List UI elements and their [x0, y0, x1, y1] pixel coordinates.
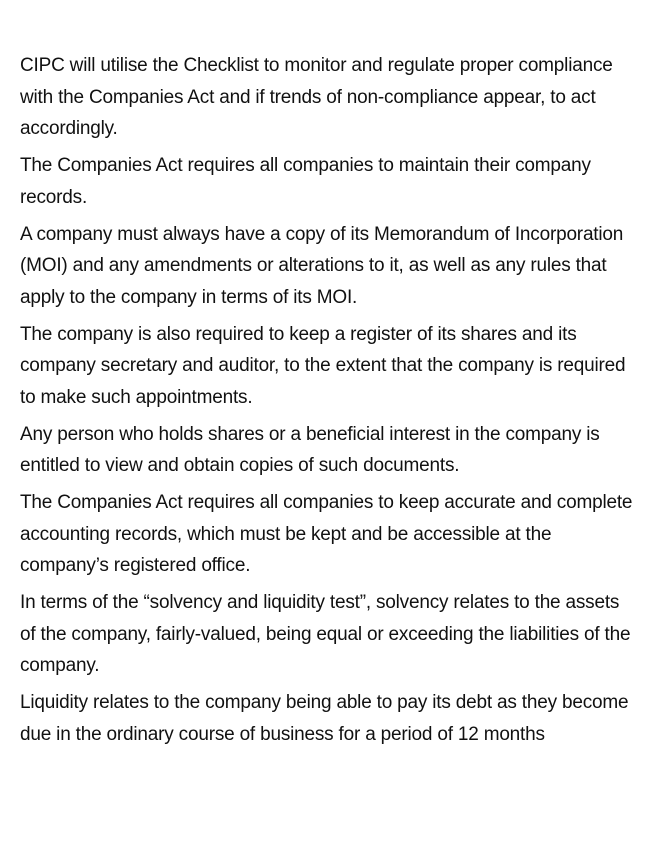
document-body	[20, 50, 638, 756]
paragraph-shareholder-access: Any person who holds shares or a beneficial interest in the company is entitled to view and obtain copies of such documents.	[20, 423, 600, 476]
paragraph-maintain-records: The Companies Act requires all companies to maintain their company records.	[20, 155, 591, 208]
paragraph-share-register: The company is also required to keep a register of its shares and its company secretary and auditor, to the extent that the company is required to make such appointments.	[20, 323, 626, 408]
paragraph-liquidity: Liquidity relates to the company being able to pay its debt as they become due in the ordinary course of business for a period of 12 months	[20, 692, 629, 745]
paragraph-cipc-checklist: CIPC will utilise the Checklist to monitor and regulate proper compliance with the Companies Act and if trends of non-compliance appear, to act accordingly.	[20, 55, 613, 139]
paragraph-moi-copy: A company must always have a copy of its Memorandum of Incorporation (MOI) and any amendments or alterations to it, as well as any rules that apply to the company in terms of its MOI.	[20, 223, 624, 308]
paragraph-accounting-records: The Companies Act requires all companies to keep accurate and complete accounting records, which must be kept and be accessible at the company’s registered office.	[20, 492, 633, 576]
paragraph-solvency-test: In terms of the “solvency and liquidity test”, solvency relates to the assets of the company, fairly-valued, being equal or exceeding the liabilities of the company.	[20, 592, 631, 676]
